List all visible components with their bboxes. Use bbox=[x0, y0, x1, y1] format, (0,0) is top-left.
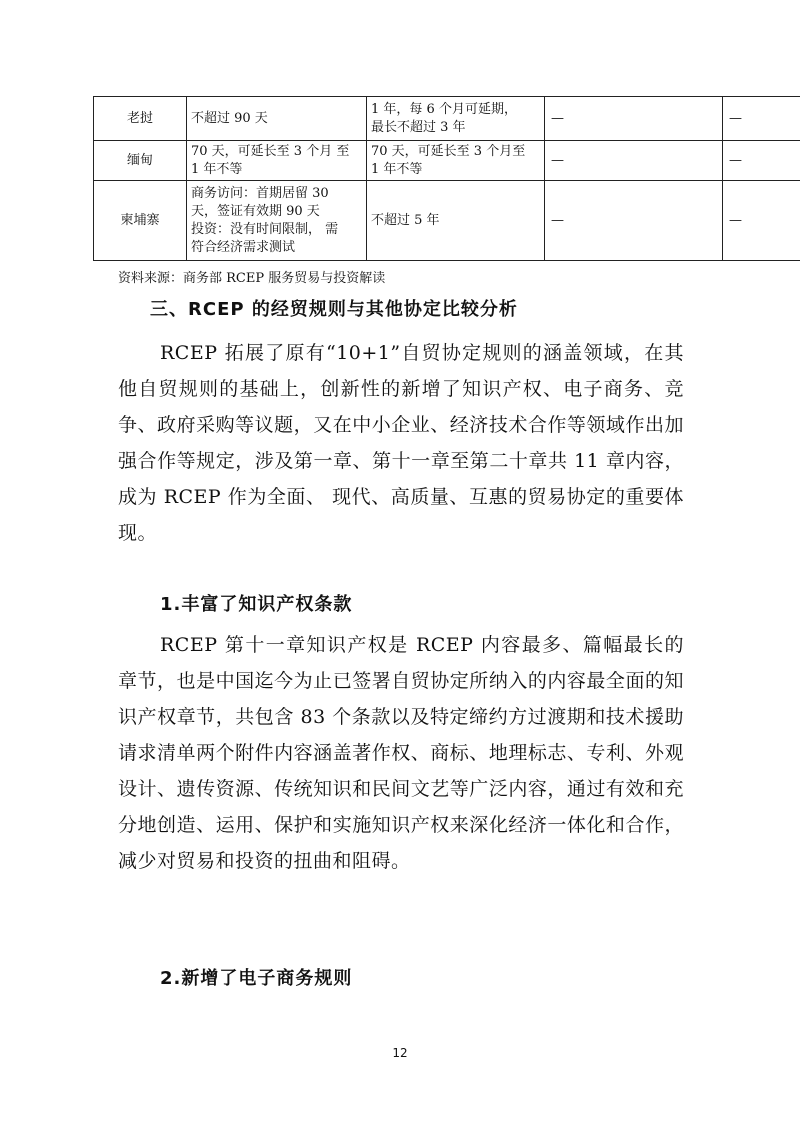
table-row-cambodia bbox=[94, 181, 800, 261]
section-heading: 三、RCEP 的经贸规则与其他协定比较分析 bbox=[150, 299, 518, 320]
table-row-laos bbox=[94, 97, 800, 141]
country-cell: 柬埔寨 bbox=[94, 181, 187, 261]
paragraph-intro: RCEP 拓展了原有“10+1”自贸协定规则的涵盖领域，在其他自贸规则的基础上，创新性的新增了知识产权、电子商务、竞争、政府采购等议题，又在中小企业、经济技术合作等领域作出加强合作等规定，涉及第一章、第十一章至第二十章共 11 章内容，成为 RCEP 作为全面、 现代、高质量、互惠的贸易协定的重要体现。 bbox=[118, 342, 684, 544]
table-cell: 70 天，可延长至 3 个月 至 1 年不等 bbox=[187, 141, 367, 181]
country-cell: 缅甸 bbox=[94, 141, 187, 181]
table-cell: — bbox=[545, 97, 723, 141]
table-cell: 不超过 90 天 bbox=[187, 97, 367, 141]
paragraph-ip: RCEP 第十一章知识产权是 RCEP 内容最多、篇幅最长的章节，也是中国迄今为止已签署自贸协定所纳入的内容最全面的知识产权章节，共包含 83 个条款以及特定缔约方过渡期和技术援助请求清单两个附件内容涵盖著作权、商标、地理标志、专利、外观设计、遗传资源、传统知识和民间文艺等广泛内容，通过有效和充分地创造、运用、保护和实施知识产权来深化经济一体化和合作，减少对贸易和投资的扭曲和阻碍。 bbox=[118, 634, 684, 872]
country-cell: 老挝 bbox=[94, 97, 187, 141]
page-number: 12 bbox=[392, 1046, 408, 1060]
table-cell: — bbox=[723, 181, 800, 261]
table-cell: 1 年，每 6 个月可延期， 最长不超过 3 年 bbox=[367, 97, 545, 141]
table-cell: 商务访问：首期居留 30 天，签证有效期 90 天 投资：没有时间限制， 需 符合经济需求测试 bbox=[187, 181, 367, 261]
subheading-ip: 1.丰富了知识产权条款 bbox=[160, 594, 353, 615]
table-cell: 70 天，可延长至 3 个月至 1 年不等 bbox=[367, 141, 545, 181]
table-cell: — bbox=[723, 97, 800, 141]
table-source-note: 资料来源：商务部 RCEP 服务贸易与投资解读 bbox=[118, 271, 386, 286]
subheading-ecommerce: 2.新增了电子商务规则 bbox=[160, 968, 353, 989]
table-row-myanmar bbox=[94, 141, 800, 181]
table-cell: — bbox=[545, 141, 723, 181]
table-cell: — bbox=[545, 181, 723, 261]
table-cell: — bbox=[723, 141, 800, 181]
table-cell: 不超过 5 年 bbox=[367, 181, 545, 261]
visa-duration-table bbox=[93, 96, 800, 261]
